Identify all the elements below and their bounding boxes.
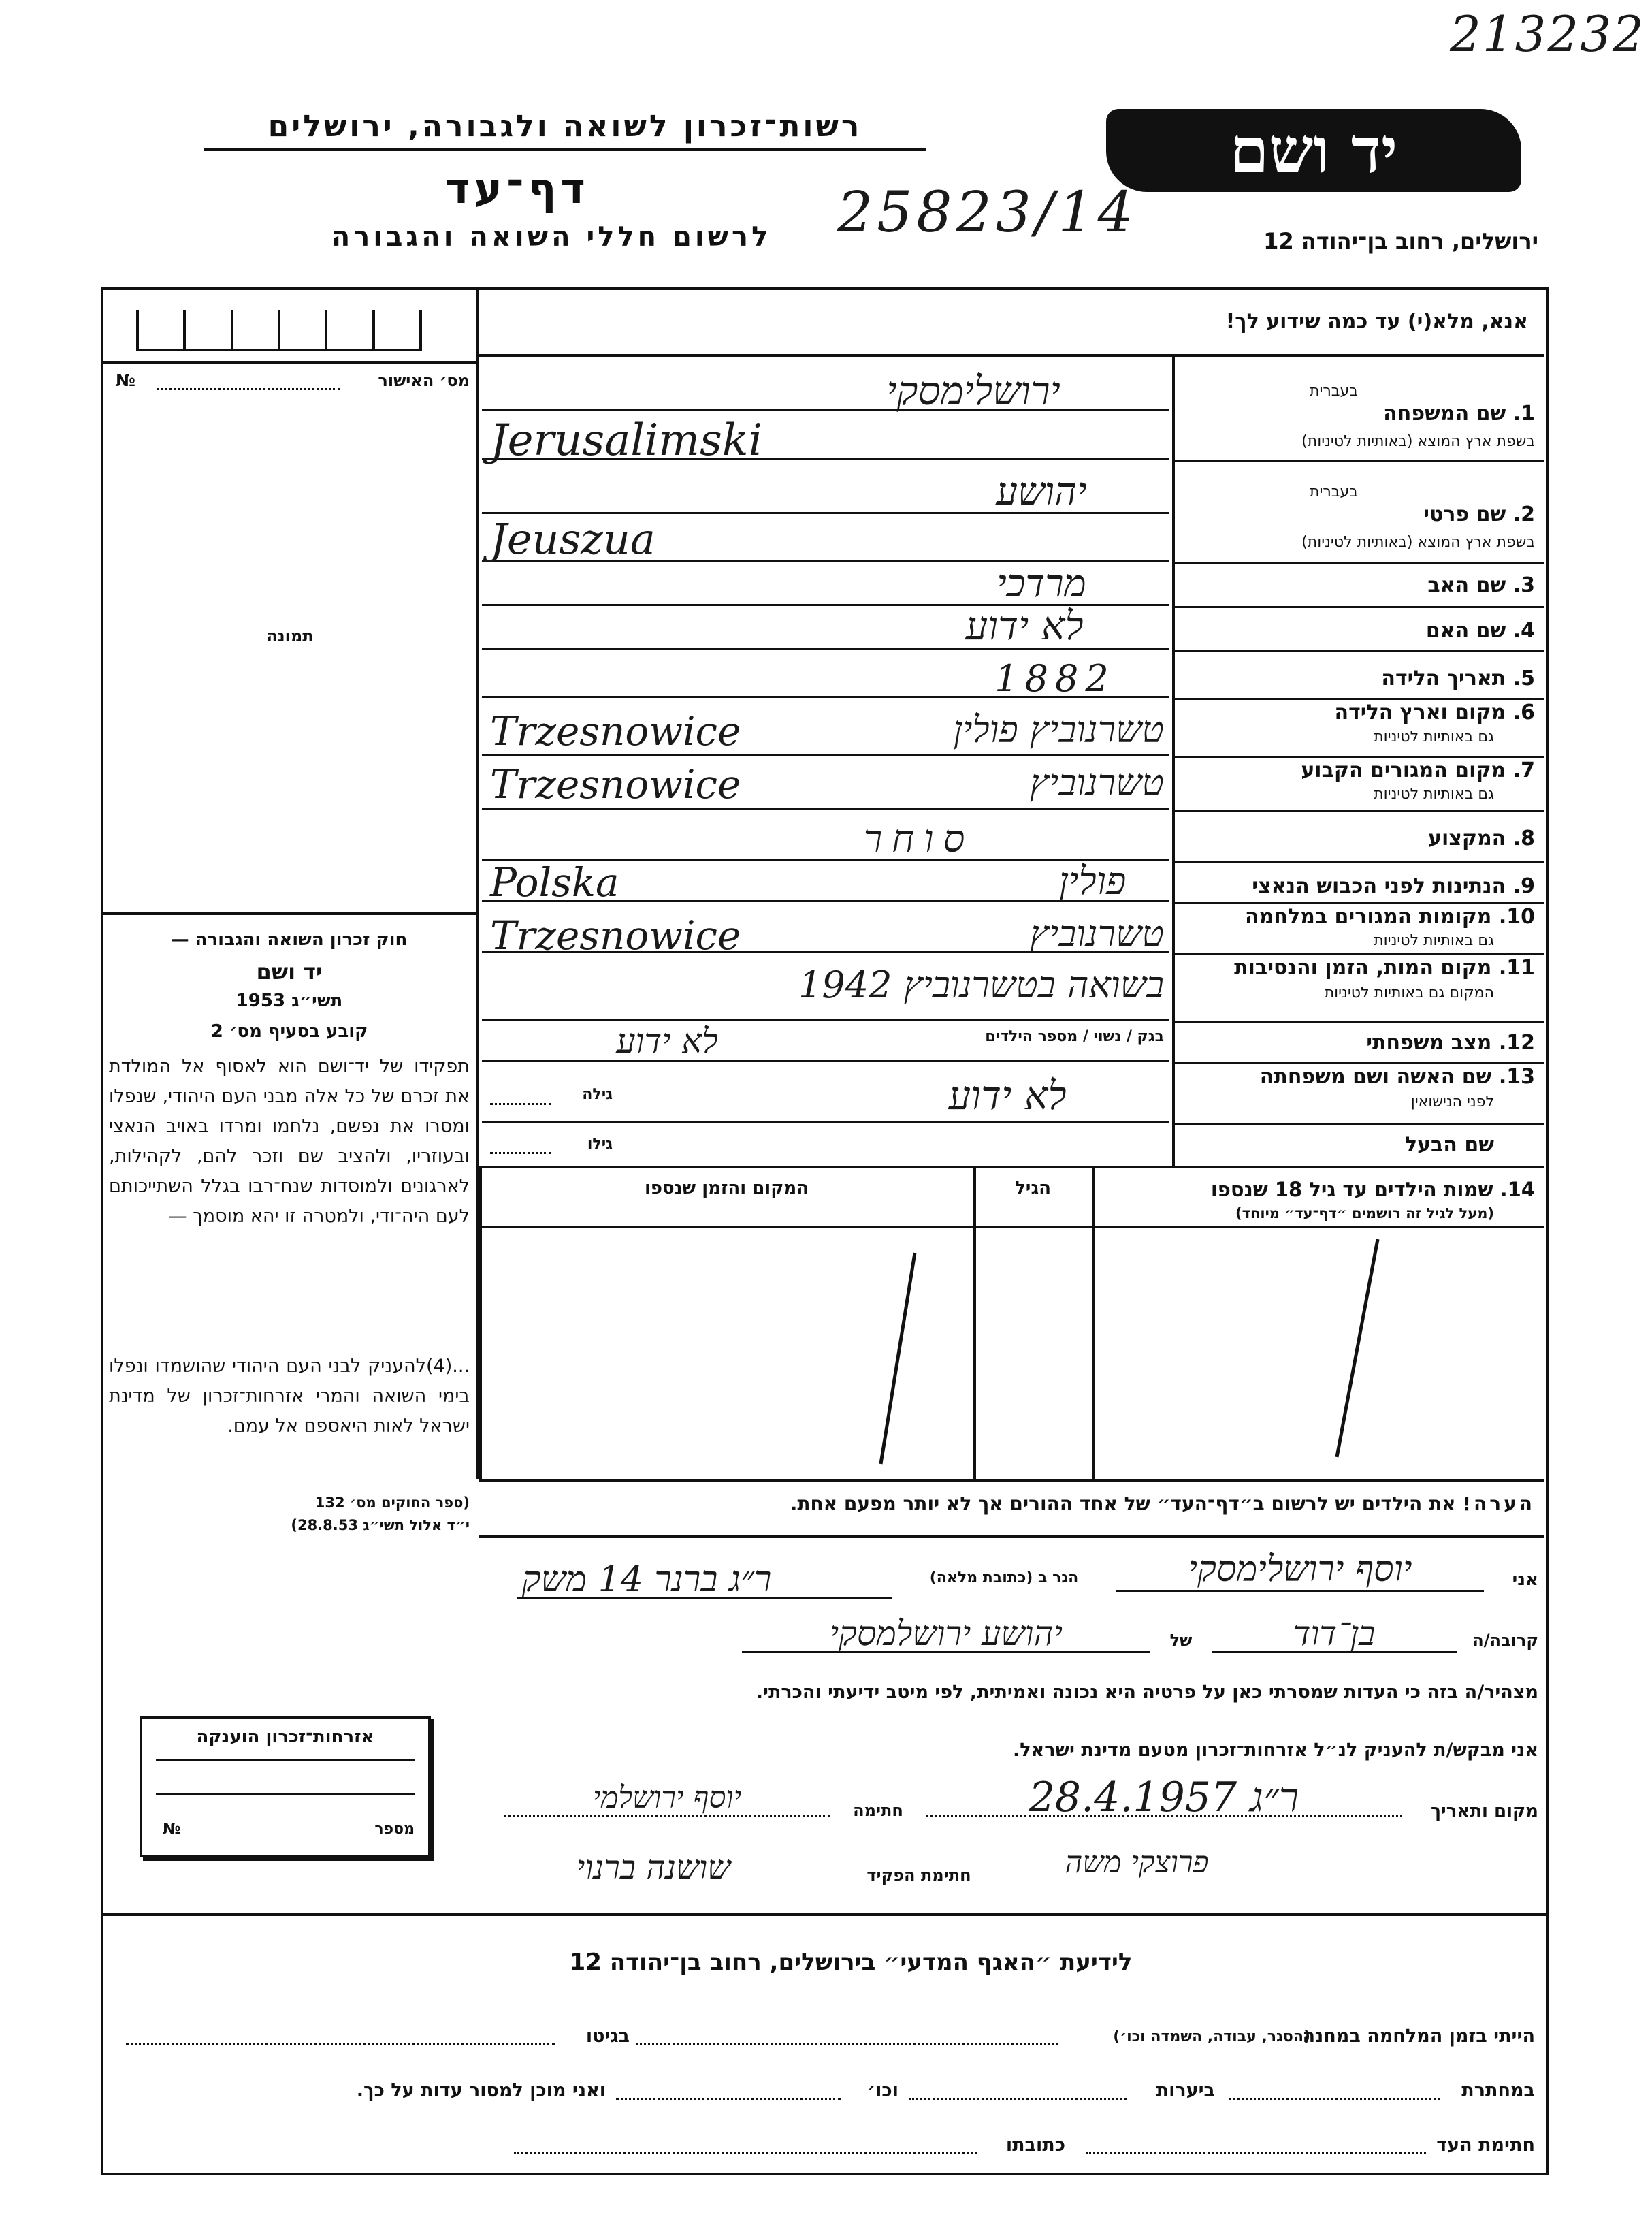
- first-name-hebrew: יהושע: [996, 470, 1087, 514]
- citizenship-hebrew: פולין: [1058, 859, 1127, 904]
- official-signature-label: חתימת הפקיד: [867, 1866, 971, 1885]
- birth-place-latin: Trzesnowice: [490, 708, 741, 754]
- footer-witness-signature-label: חתימת העד: [1436, 2135, 1535, 2156]
- birth-date: 1882: [994, 657, 1116, 700]
- relation-label: קרובה/ה: [1472, 1631, 1538, 1650]
- form-title: דף־עד: [445, 163, 589, 213]
- stamp-number-label: מספר: [374, 1821, 415, 1838]
- footer-etc-label: וכו׳: [867, 2080, 898, 2101]
- family-name-hebrew: ירושלימסקי: [886, 368, 1060, 414]
- field-3-label: 3. שם האב: [1427, 573, 1535, 597]
- footer-ghetto-label: בגיטו: [585, 2026, 630, 2047]
- label-value-divider: [1172, 357, 1175, 1167]
- law-text: תפקידו של יד־ושם הוא לאסוף אל המולדת את זכרם של כל אלה מבני העם היהודי, שנפלו ומסרו את נפשם, נלחמו ומרדו באויב הנאצי ובעוזריו, ולהציב שם וזכר להם, לקהילות, לארגונים ולמוסדות שנח־רבו בגלל השתייכותם לעם היה־ודי, ולמטרה זו יהא מוסמך —: [109, 1056, 470, 1227]
- mother-name: לא ידוע: [965, 603, 1084, 649]
- field-12-label: 12. מצב משפחתי: [1366, 1031, 1535, 1055]
- declarant-address: ר״ג ברנר 14 משק: [521, 1559, 772, 1600]
- field-2-sub-heb: בעברית: [1309, 483, 1358, 500]
- law-org: יד ושם: [256, 959, 323, 985]
- declarant-name: יוסף ירושלימסקי: [1188, 1549, 1412, 1590]
- birth-place-hebrew: טשרנוביץ פולין: [953, 708, 1164, 751]
- footer-line-2: [116, 2080, 1535, 2107]
- yad-vashem-logo: [1106, 109, 1521, 192]
- field-1-sub-heb: בעברית: [1309, 383, 1358, 400]
- husband-age-label: גילו: [587, 1136, 613, 1153]
- war-residence-hebrew: טשרנוביץ: [1029, 912, 1164, 955]
- footer-camp-label: הייתי בזמן המלחמה במחנה: [1302, 2026, 1535, 2047]
- citizenship-stamp-box: [140, 1716, 431, 1857]
- footer-line-1: [116, 2026, 1535, 2053]
- law-source-2: י״ד אלול תשי״ג 28.8.53): [291, 1517, 470, 1533]
- signature-value: יוסף ירושלמי: [592, 1780, 742, 1815]
- footer-address-label: כתובתו: [1005, 2135, 1065, 2156]
- field-8-label: 8. המקצוע: [1427, 827, 1535, 850]
- field-7-label: 7. מקום המגורים הקבוע: [1301, 758, 1535, 782]
- law-clause-note: קובע בסעיף מס׳ 2: [210, 1021, 368, 1042]
- law-source-1: (ספר החוקים מס׳ 132: [314, 1495, 470, 1511]
- official-signature-value: שושנה ברנוי: [576, 1849, 731, 1887]
- note-text: את הילדים יש לרשום ב״דף־העד״ של אחד ההורים אך לא יותר מפעם אחת.: [790, 1492, 1456, 1515]
- first-name-latin: Jeuszua: [490, 514, 655, 564]
- note-row: [490, 1492, 1535, 1515]
- field-4-label: 4. שם האם: [1425, 619, 1535, 643]
- declaration-statement-2: אני מבקש/ת להעניק לנ״ל אזרחות־זכרון מטעם מדינת ישראל.: [1012, 1740, 1538, 1761]
- field-7-sub: גם באותיות לטיניות: [1374, 786, 1494, 803]
- address: ירושלים, רחוב בן־יהודה 12: [1263, 228, 1538, 254]
- children-col-place: המקום והזמן שנספו: [644, 1178, 809, 1198]
- place-date-value: ר״ג 28.4.1957: [1029, 1774, 1299, 1821]
- death-place-circumstances: בשואה בטשרנוביץ 1942: [798, 963, 1164, 1006]
- extra-signature: פרוצקי משה: [1065, 1845, 1209, 1880]
- law-clause4: ...(4)להעניק לבני העם היהודי שהושמדו ונפלו בימי השואה והמרי אזרחות־זכרון של מדינת ישראל לאות היאספם אל עמם.: [109, 1356, 470, 1437]
- approval-number-line: [157, 388, 340, 390]
- children-crossout: [479, 1226, 1544, 1478]
- field-9-label: 9. הנתינות לפני הכבוש הנאצי: [1252, 874, 1535, 898]
- wife-name: לא ידוע: [948, 1072, 1067, 1119]
- place-date-label: מקום ותאריך: [1431, 1801, 1538, 1821]
- approval-boxes: [136, 310, 422, 351]
- footer-forests-label: ביערות: [1156, 2080, 1215, 2101]
- relation-value: בן־דוד: [1293, 1614, 1376, 1653]
- children-sub: (מעל לגיל זה רושמים ״דף־עד״ מיוחד): [1235, 1205, 1494, 1221]
- marital-status: לא ידוע: [616, 1021, 718, 1061]
- field-6-sub: גם באותיות לטיניות: [1374, 729, 1494, 746]
- approval-number-suffix: №: [116, 371, 135, 390]
- residence-latin: Trzesnowice: [490, 761, 741, 808]
- signature-label: חתימה: [853, 1801, 903, 1820]
- field-13-sub: לפני הנישואין: [1410, 1093, 1494, 1111]
- footer-camp-sub: (הסגר, עבודה, השמדה וכו׳): [1113, 2028, 1310, 2045]
- archive-number: 213232: [1450, 5, 1645, 63]
- field-11-sub: המקום גם באותיות לטיניות: [1324, 985, 1494, 1002]
- citizenship-latin: Polska: [490, 859, 619, 906]
- photo-area: [103, 402, 476, 915]
- residence-hebrew: טשרנוביץ: [1029, 761, 1164, 804]
- field-2-sub-lat: בשפת ארץ המוצא (באותיות לטיניות): [1301, 534, 1535, 551]
- field-13-label: 13. שם האשה ושם משפחתה: [1259, 1065, 1535, 1089]
- husband-name-label: שם הבעל: [1404, 1133, 1494, 1157]
- field-10-label: 10. מקומות המגורים במלחמה: [1245, 905, 1535, 929]
- photo-label: תמונה: [266, 626, 314, 645]
- field-1-sub-lat: בשפת ארץ המוצא (באותיות לטיניות): [1301, 433, 1535, 450]
- children-col-age: הגיל: [1015, 1178, 1051, 1198]
- children-label: 14. שמות הילדים עד גיל 18 שנספו: [1210, 1178, 1535, 1201]
- law-year: תשי״ג 1953: [236, 991, 343, 1011]
- note-label: הערה!: [1462, 1492, 1535, 1515]
- intro-text: אנא, מלא(י) עד כמה שידוע לך!: [1225, 310, 1528, 334]
- of-label: של: [1169, 1631, 1193, 1650]
- field-11-label: 11. מקום המות, הזמן והנסיבות: [1234, 956, 1535, 980]
- marital-options: בגק / נשוי / מספר הילדים: [985, 1028, 1164, 1045]
- left-panel-rule: [103, 361, 476, 364]
- field-1-label: 1. שם המשפחה: [1383, 402, 1535, 426]
- logo-text: יד ושם: [1229, 114, 1398, 187]
- approval-number-label: מס׳ האישור: [378, 371, 470, 390]
- field-2-label: 2. שם פרטי: [1423, 502, 1535, 526]
- footer-underground-label: במחתרת: [1461, 2080, 1535, 2101]
- stamp-number-suffix: №: [163, 1821, 181, 1838]
- field-5-label: 5. תאריך הלידה: [1381, 667, 1535, 690]
- footer-line-3: [116, 2135, 1535, 2162]
- field-10-sub: גם באותיות לטיניות: [1374, 932, 1494, 949]
- footer-title: לידיעת ״האגף המדעי״ בירושלים, רחוב בן־יהודה 12: [569, 1949, 1133, 1976]
- of-value: יהושע ירושלמסקי: [830, 1614, 1063, 1653]
- law-title: חוק זכרון השואה והגבורה —: [171, 929, 408, 950]
- footer-testimony-label: ואני מוכן למסור עדות על כך.: [356, 2080, 606, 2101]
- family-name-latin: Jerusalimski: [490, 415, 763, 466]
- war-residence-latin: Trzesnowice: [490, 912, 741, 959]
- wife-age-label: גילה: [582, 1086, 613, 1103]
- declaration-statement-1: מצהיר/ה בזה כי העדות שמסרתי כאן על פרטיה היא נכונה ואמיתית, לפי מיטב ידיעתי והכרתי.: [756, 1682, 1538, 1703]
- authority-title: רשות־זכרון לשואה ולגבורה, ירושלים: [204, 109, 926, 151]
- handwritten-form-number: 25823/14: [837, 180, 1137, 245]
- field-6-label: 6. מקום וארץ הלידה: [1334, 701, 1535, 724]
- stamp-title: אזרחות־זכרון הוענקה: [196, 1727, 374, 1747]
- form-subtitle: לרשום חללי השואה והגבורה: [331, 221, 772, 253]
- declaration-residing-label: הגר ב (כתובת מלאה): [929, 1569, 1079, 1586]
- father-name: מרדכי: [997, 562, 1086, 606]
- profession: סוחר: [863, 817, 975, 861]
- declaration-i-label: אני: [1512, 1569, 1538, 1590]
- field-labels: [1178, 357, 1535, 1167]
